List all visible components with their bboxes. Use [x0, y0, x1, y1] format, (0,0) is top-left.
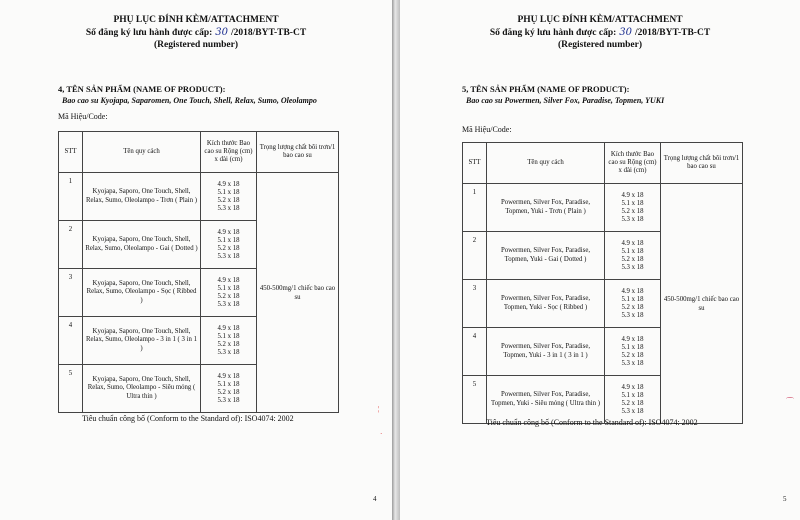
row-stt: 5 [463, 376, 487, 424]
size-value: 5.3 x 18 [217, 300, 240, 308]
row-spec-name: Powermen, Silver Fox, Paradise, Topmen, Yuki - Trơn ( Plain ) [487, 184, 605, 232]
row-sizes [201, 269, 257, 317]
registration-line [400, 27, 800, 39]
registration-english: (Registered number) [154, 40, 238, 50]
size-value: 4.9 x 18 [217, 372, 240, 380]
stamp-mark: · [380, 430, 383, 438]
stamp-mark: ¦ [378, 405, 380, 413]
row-spec-name: Kyojapa, Saporo, One Touch, Shell, Relax, Sumo, Oleolampo - Siêu mỏng ( Ultra thin ) [83, 365, 201, 413]
size-value: 5.3 x 18 [621, 263, 644, 271]
size-value: 4.9 x 18 [217, 324, 240, 332]
registration-prefix: Số đăng ký lưu hành được cấp: [489, 28, 617, 38]
row-spec-name: Kyojapa, Saporo, One Touch, Shell, Relax, Sumo, Oleolampo - Sọc ( Ribbed ) [83, 269, 201, 317]
standard-note: Tiêu chuẩn công bố (Conform to the Standard of): ISO4074: 2002 [486, 418, 698, 427]
registration-prefix: Số đăng ký lưu hành được cấp: [85, 28, 213, 38]
code-label: Mã Hiệu/Code: [58, 112, 108, 121]
registration-suffix: /2018/BYT-TB-CT [231, 28, 307, 38]
size-value: 5.1 x 18 [621, 247, 644, 255]
size-value: 5.2 x 18 [217, 196, 240, 204]
row-sizes [605, 328, 661, 376]
row-spec-name: Powermen, Silver Fox, Paradise, Topmen, Yuki - Sọc ( Ribbed ) [487, 280, 605, 328]
section-heading: 5, TÊN SẢN PHẨM (NAME OF PRODUCT): [462, 84, 630, 94]
lubricant-weight: 450-500mg/1 chiếc bao cao su [661, 184, 743, 424]
size-value: 5.1 x 18 [217, 188, 240, 196]
standard-note: Tiêu chuẩn công bố (Conform to the Standard of): ISO4074: 2002 [82, 414, 294, 423]
row-spec-name: Kyojapa, Saporo, One Touch, Shell, Relax, Sumo, Oleolampo - Trơn ( Plain ) [83, 173, 201, 221]
size-value: 5.2 x 18 [217, 340, 240, 348]
table-header-row [59, 132, 339, 173]
row-sizes [201, 365, 257, 413]
registration-line [0, 27, 392, 39]
row-stt: 2 [59, 221, 83, 269]
stamp-mark: ⌒ [786, 397, 794, 406]
section-heading: 4, TÊN SẢN PHẨM (NAME OF PRODUCT): [58, 84, 226, 94]
row-sizes [201, 221, 257, 269]
table-header-row [463, 143, 743, 184]
size-value: 5.2 x 18 [621, 351, 644, 359]
size-value: 5.2 x 18 [217, 388, 240, 396]
page-title: PHỤ LỤC ĐÍNH KÈM/ATTACHMENT [113, 15, 279, 25]
size-value: 4.9 x 18 [621, 239, 644, 247]
row-spec-name: Powermen, Silver Fox, Paradise, Topmen, Yuki - Gai ( Dotted ) [487, 232, 605, 280]
row-spec-name: Kyojapa, Saporo, One Touch, Shell, Relax, Sumo, Oleolampo - 3 in 1 ( 3 in 1 ) [83, 317, 201, 365]
registration-suffix: /2018/BYT-TB-CT [635, 28, 711, 38]
header-name: Tên quy cách [83, 132, 201, 173]
code-label: Mã Hiệu/Code: [462, 125, 512, 134]
size-value: 5.3 x 18 [621, 311, 644, 319]
row-sizes [201, 317, 257, 365]
size-value: 5.1 x 18 [621, 343, 644, 351]
row-stt: 2 [463, 232, 487, 280]
row-stt: 4 [59, 317, 83, 365]
size-value: 4.9 x 18 [217, 276, 240, 284]
size-value: 5.1 x 18 [217, 380, 240, 388]
spec-table [462, 142, 743, 424]
size-value: 5.2 x 18 [217, 244, 240, 252]
size-value: 5.3 x 18 [217, 204, 240, 212]
size-value: 5.3 x 18 [621, 359, 644, 367]
size-value: 5.3 x 18 [217, 396, 240, 404]
table-row [463, 184, 743, 232]
header-weight: Trọng lượng chất bôi trơn/1 bao cao su [661, 143, 743, 184]
size-value: 5.1 x 18 [217, 236, 240, 244]
row-stt: 5 [59, 365, 83, 413]
header-stt: STT [463, 143, 487, 184]
header-name: Tên quy cách [487, 143, 605, 184]
row-stt: 3 [59, 269, 83, 317]
page-gutter [392, 0, 400, 520]
handwritten-number: 30 [619, 27, 633, 38]
size-value: 5.3 x 18 [217, 348, 240, 356]
lubricant-weight: 450-500mg/1 chiếc bao cao su [257, 173, 339, 413]
size-value: 5.1 x 18 [217, 284, 240, 292]
row-spec-name: Powermen, Silver Fox, Paradise, Topmen, Yuki - 3 in 1 ( 3 in 1 ) [487, 328, 605, 376]
spec-table [58, 131, 339, 413]
registration-english: (Registered number) [558, 40, 642, 50]
size-value: 5.2 x 18 [621, 399, 644, 407]
row-stt: 3 [463, 280, 487, 328]
row-sizes [605, 184, 661, 232]
row-spec-name: Powermen, Silver Fox, Paradise, Topmen, Yuki - Siêu mỏng ( Ultra thin ) [487, 376, 605, 424]
size-value: 4.9 x 18 [621, 335, 644, 343]
document-page-right [400, 0, 800, 520]
handwritten-number: 30 [215, 27, 229, 38]
size-value: 4.9 x 18 [621, 383, 644, 391]
size-value: 5.3 x 18 [621, 407, 644, 415]
row-sizes [605, 232, 661, 280]
size-value: 5.3 x 18 [621, 215, 644, 223]
size-value: 5.1 x 18 [621, 391, 644, 399]
size-value: 5.2 x 18 [621, 255, 644, 263]
header-stt: STT [59, 132, 83, 173]
size-value: 5.1 x 18 [621, 295, 644, 303]
document-page-left [0, 0, 392, 520]
row-sizes [605, 280, 661, 328]
size-value: 5.1 x 18 [217, 332, 240, 340]
row-stt: 4 [463, 328, 487, 376]
table-row [59, 173, 339, 221]
header-size: Kích thước Bao cao su Rộng (cm) x dài (cm) [201, 132, 257, 173]
row-spec-name: Kyojapa, Saporo, One Touch, Shell, Relax, Sumo, Oleolampo - Gai ( Dotted ) [83, 221, 201, 269]
size-value: 4.9 x 18 [217, 180, 240, 188]
size-value: 4.9 x 18 [621, 287, 644, 295]
row-stt: 1 [59, 173, 83, 221]
page-title: PHỤ LỤC ĐÍNH KÈM/ATTACHMENT [517, 15, 683, 25]
product-name: Bao cao su Kyojapa, Saparomen, One Touch, Shell, Relax, Sumo, Oleolampo [62, 96, 317, 105]
size-value: 4.9 x 18 [217, 228, 240, 236]
row-sizes [201, 173, 257, 221]
page-number: 4 [373, 495, 377, 503]
size-value: 5.2 x 18 [621, 303, 644, 311]
row-sizes [605, 376, 661, 424]
row-stt: 1 [463, 184, 487, 232]
size-value: 5.2 x 18 [217, 292, 240, 300]
size-value: 5.1 x 18 [621, 199, 644, 207]
size-value: 5.2 x 18 [621, 207, 644, 215]
product-name: Bao cao su Powermen, Silver Fox, Paradise, Topmen, YUKI [466, 96, 665, 105]
size-value: 4.9 x 18 [621, 191, 644, 199]
header-size: Kích thước Bao cao su Rộng (cm) x dài (cm) [605, 143, 661, 184]
page-number: 5 [783, 495, 787, 503]
size-value: 5.3 x 18 [217, 252, 240, 260]
header-weight: Trọng lượng chất bôi trơn/1 bao cao su [257, 132, 339, 173]
